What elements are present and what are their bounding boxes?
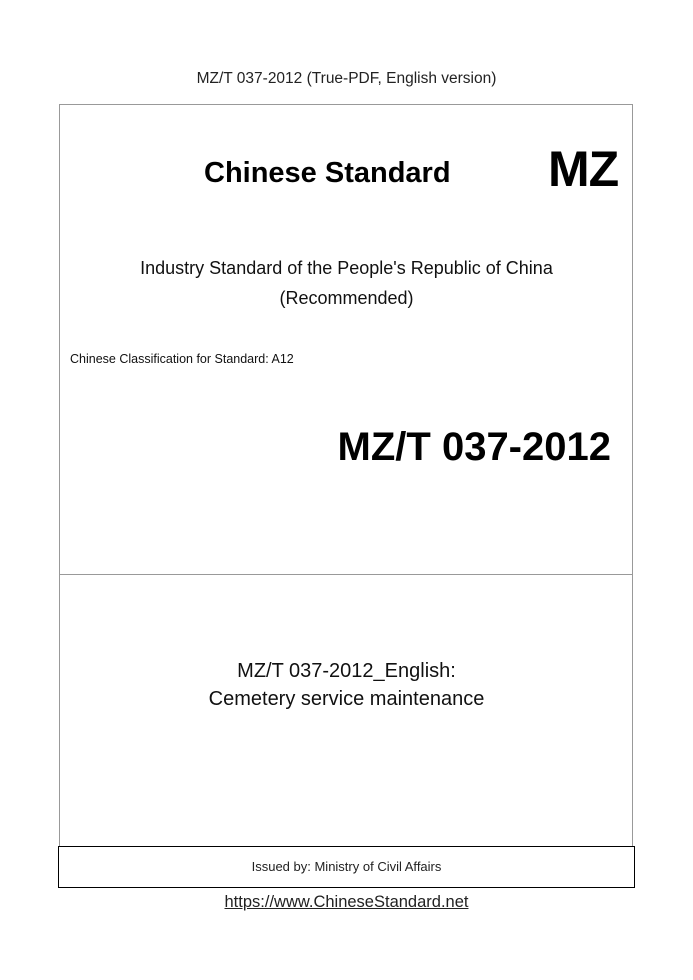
industry-standard-line: Industry Standard of the People's Republic of China — [140, 258, 553, 278]
issuer-label: Issued by: Ministry of Civil Affairs — [251, 859, 442, 874]
website-link[interactable]: https://www.ChineseStandard.net — [224, 893, 469, 911]
website-footer — [0, 893, 693, 912]
document-header: MZ/T 037-2012 (True-PDF, English version) — [196, 70, 497, 87]
classification-label: Chinese Classification for Standard: A12 — [70, 352, 294, 366]
cover-heading: Chinese Standard — [204, 157, 451, 189]
issuer-box — [58, 846, 635, 888]
recommended-label: (Recommended) — [279, 288, 414, 308]
mz-logo: MZ — [548, 141, 619, 197]
standard-number: MZ/T 037-2012 — [337, 425, 611, 469]
document-title-name: Cemetery service maintenance — [208, 688, 485, 710]
document-title-code: MZ/T 037-2012_English: — [237, 660, 456, 682]
